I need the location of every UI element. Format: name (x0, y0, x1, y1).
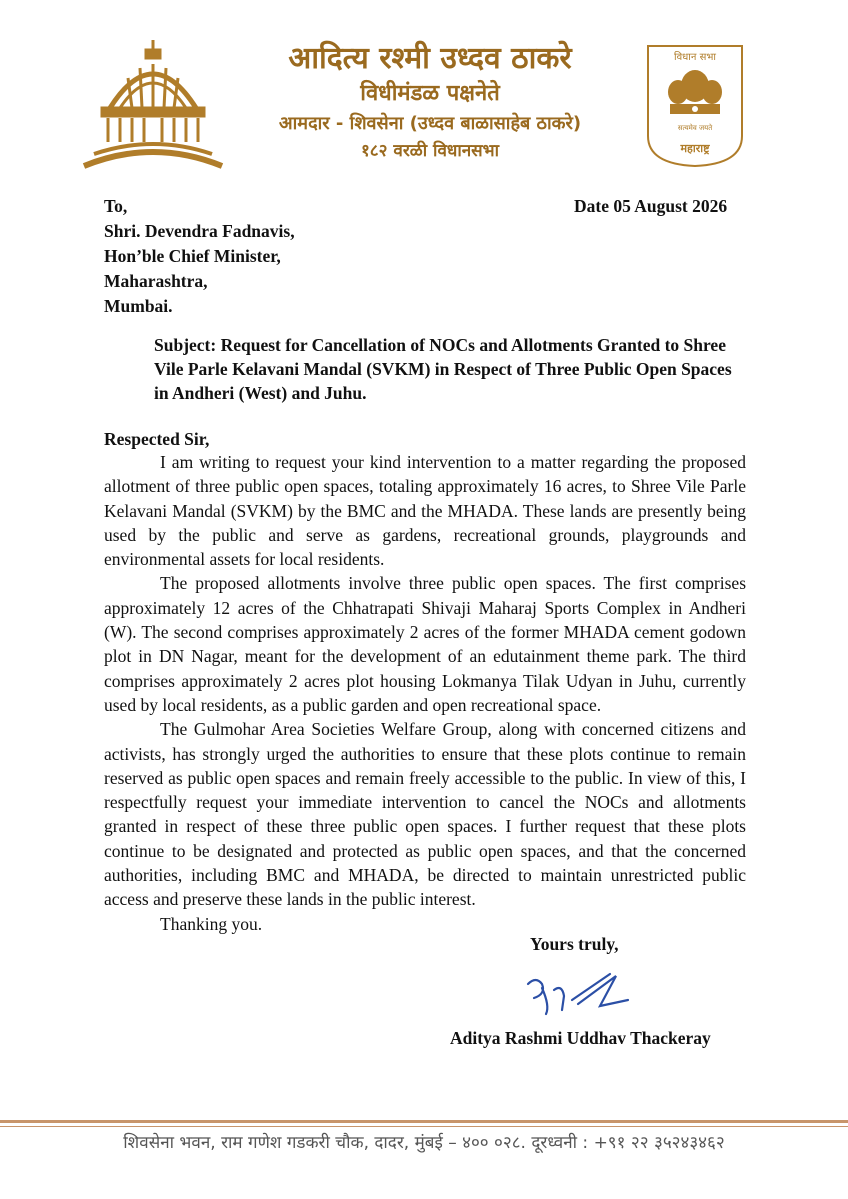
recipient-state: Maharashtra, (104, 271, 208, 291)
letterhead-constituency: १८२ वरळी विधानसभा (360, 141, 500, 161)
emblem-bottom-text: महाराष्ट्र (680, 142, 710, 155)
signature-icon (516, 966, 634, 1018)
letterhead (0, 0, 848, 180)
body-paragraph-1: I am writing to request your kind intervention to a matter regarding the proposed allotment of three public open spaces, totaling approximately 16 acres, to Shree Vile Parle Kelavani Mandal (SVKM) by the BMC and the MHADA. These lands are presently being used by the public and serve as gardens, recreational grounds, playgrounds and environmental assets for local residents. (104, 452, 746, 570)
emblem-motto-text: सत्यमेव जयते (677, 124, 713, 132)
vidhan-bhavan-logo-icon (82, 38, 224, 170)
letterhead-party: आमदार - शिवसेना (उध्दव बाळासाहेब ठाकरे) (278, 113, 582, 134)
recipient-city: Mumbai. (104, 296, 173, 316)
letterhead-text (240, 40, 620, 164)
recipient-to: To, (104, 196, 128, 216)
emblem-top-text: विधान सभा (674, 52, 716, 63)
recipient-name: Shri. Devendra Fadnavis, (104, 221, 295, 241)
letterhead-name: आदित्य रश्मी उध्दव ठाकरे (288, 41, 572, 76)
body-paragraph-4: Thanking you. (160, 913, 263, 934)
closing: Yours truly, (530, 934, 619, 954)
maharashtra-emblem-icon (636, 40, 754, 168)
letter-date: Date 05 August 2026 (574, 196, 728, 216)
footer-divider (0, 1120, 848, 1128)
letter-body (104, 450, 746, 936)
body-paragraph-3: The Gulmohar Area Societies Welfare Group, along with concerned citizens and activists, has strongly urged the authorities to ensure that these plots continue to remain reserved as public open spaces and remain freely accessible to the public. In view of this, I respectfully request your immediate intervention to cancel the NOCs and allotments granted in respect of these three public open spaces. I further request that these plots continue to be designated and protected as public open spaces, and that the concerned authorities, including BMC and MHADA, be directed to maintain unrestricted public access and preserve these lands in the public interest. (104, 719, 746, 910)
footer-address: शिवसेना भवन, राम गणेश गडकरी चौक, दादर, मुंबई – ४०० ०२८. दूरध्वनी : +९१ २२ ३५२४३४६२ (123, 1133, 725, 1153)
recipient-title: Hon’ble Chief Minister, (104, 246, 281, 266)
salutation: Respected Sir, (104, 429, 210, 449)
signer-name: Aditya Rashmi Uddhav Thackeray (450, 1028, 711, 1048)
letter-subject: Subject: Request for Cancellation of NOCs and Allotments Granted to Shree Vile Parle Kelavani Mandal (SVKM) in Respect of Three Public Open Spaces in Andheri (West) and Juhu. (154, 335, 732, 403)
body-paragraph-2: The proposed allotments involve three public open spaces. The first comprises approximately 12 acres of the Chhatrapati Shivaji Maharaj Sports Complex in Andheri (W). The second comprises approximately 2 acres of the former MHADA cement godown plot in DN Nagar, meant for the development of an edutainment theme park. The third comprises approximately 2 acres plot housing Lokmanya Tilak Udyan in Juhu, currently used by local residents, as a public garden and open recreational space. (104, 573, 746, 715)
letterhead-designation: विधीमंडळ पक्षनेते (360, 81, 500, 106)
recipient-address (104, 194, 295, 319)
